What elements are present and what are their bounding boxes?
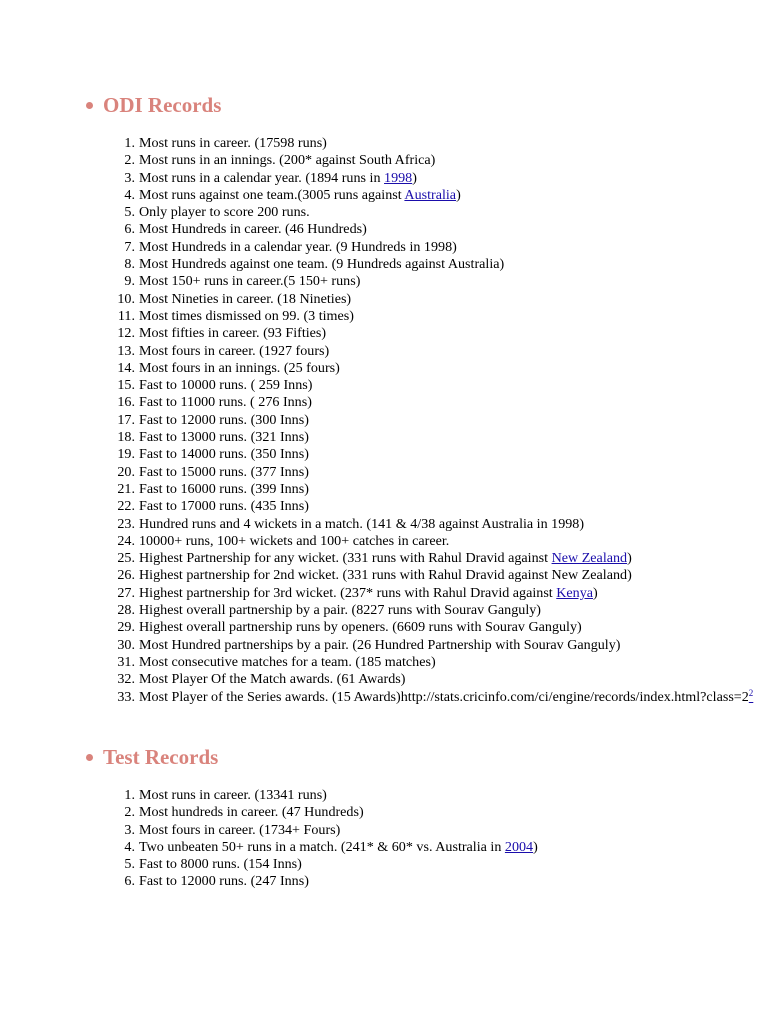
record-item xyxy=(90,325,760,342)
record-text xyxy=(139,256,760,273)
record-text xyxy=(139,170,760,187)
record-text-part: Most 150+ runs in career.(5 150+ runs) xyxy=(139,273,361,290)
record-text xyxy=(139,204,760,221)
record-text-part: Most runs in a calendar year. (1894 runs in xyxy=(139,169,385,186)
record-text-part: Most Hundreds in a calendar year. (9 Hundreds in 1998) xyxy=(139,238,457,255)
record-text xyxy=(139,221,760,238)
record-number: 3. xyxy=(124,821,135,838)
record-text xyxy=(139,856,760,873)
record-text xyxy=(139,619,760,636)
record-text xyxy=(139,343,760,360)
record-text-part: Most hundreds in career. (47 Hundreds) xyxy=(139,804,364,821)
record-number: 18. xyxy=(117,429,135,446)
record-text xyxy=(139,602,760,619)
record-text-part: Fast to 12000 runs. (300 Inns) xyxy=(139,411,309,428)
record-number: 31. xyxy=(117,653,135,670)
section-title: ODI Records xyxy=(103,93,222,117)
record-item xyxy=(90,221,760,238)
record-number: 32. xyxy=(117,671,135,688)
record-link[interactable]: Kenya xyxy=(556,584,594,601)
record-number: 4. xyxy=(124,838,135,855)
record-text-part: Highest overall partnership runs by openers. (6609 runs with Sourav Ganguly) xyxy=(139,619,582,636)
record-text-part: Highest Partnership for any wicket. (331 runs with Rahul Dravid against xyxy=(139,550,552,567)
record-text xyxy=(139,239,760,256)
record-text-part: Fast to 17000 runs. (435 Inns) xyxy=(139,498,309,515)
record-text xyxy=(139,822,760,839)
record-item xyxy=(90,654,760,671)
record-item xyxy=(90,689,760,706)
section-title: Test Records xyxy=(103,745,219,769)
record-number: 11. xyxy=(117,307,135,324)
record-item xyxy=(90,152,760,169)
record-item xyxy=(90,412,760,429)
record-item xyxy=(90,637,760,654)
record-text-part: Most times dismissed on 99. (3 times) xyxy=(139,307,354,324)
record-link[interactable]: 2004 xyxy=(504,838,534,855)
record-number: 23. xyxy=(117,515,135,532)
record-item xyxy=(90,481,760,498)
footnote-link[interactable] xyxy=(749,689,754,705)
record-text-part: Fast to 15000 runs. (377 Inns) xyxy=(139,463,309,480)
record-text-part: Fast to 10000 runs. ( 259 Inns) xyxy=(139,377,313,394)
record-number: 1. xyxy=(124,135,135,151)
record-text-part: Fast to 11000 runs. ( 276 Inns) xyxy=(139,394,312,411)
record-text xyxy=(139,377,760,394)
record-number: 19. xyxy=(117,446,135,463)
record-number: 27. xyxy=(117,584,135,601)
record-text-part: Most Player Of the Match awards. (61 Awards) xyxy=(139,671,406,688)
record-item xyxy=(90,822,760,839)
test-records-heading xyxy=(86,745,218,769)
record-text-part: 10000+ runs, 100+ wickets and 100+ catches in career. xyxy=(139,532,450,549)
record-text-part: Fast to 12000 runs. (247 Inns) xyxy=(139,873,309,890)
record-number: 21. xyxy=(117,480,135,497)
record-text-part: Only player to score 200 runs. xyxy=(139,204,310,221)
record-item xyxy=(90,170,760,187)
record-text-part: Most Hundred partnerships by a pair. (26 Hundred Partnership with Sourav Ganguly) xyxy=(139,636,621,653)
record-number: 25. xyxy=(117,550,135,567)
record-text-part: Hundred runs and 4 wickets in a match. (141 & 4/38 against Australia in 1998) xyxy=(139,515,585,532)
record-text xyxy=(139,637,760,654)
record-number: 8. xyxy=(124,256,135,273)
record-text xyxy=(139,498,760,515)
record-item xyxy=(90,856,760,873)
record-number: 28. xyxy=(117,602,135,619)
record-number: 17. xyxy=(117,411,135,428)
record-text xyxy=(139,464,760,481)
record-item xyxy=(90,343,760,360)
record-item xyxy=(90,533,760,550)
odi-records-heading xyxy=(86,93,221,117)
record-number: 5. xyxy=(124,204,135,221)
record-text xyxy=(139,273,760,290)
record-text xyxy=(139,533,760,550)
record-text xyxy=(139,325,760,342)
record-text xyxy=(139,585,760,602)
record-text-part: Fast to 14000 runs. (350 Inns) xyxy=(139,446,309,463)
record-text xyxy=(139,516,760,533)
record-item xyxy=(90,377,760,394)
record-text-part: Most Hundreds against one team. (9 Hundreds against Australia) xyxy=(139,256,505,273)
record-item xyxy=(90,585,760,602)
record-text xyxy=(139,360,760,377)
record-item xyxy=(90,619,760,636)
record-link[interactable]: Australia xyxy=(404,186,457,203)
record-text xyxy=(139,654,760,671)
bullet-icon xyxy=(86,754,93,761)
record-text xyxy=(139,839,760,856)
record-number: 5. xyxy=(124,856,135,873)
record-text-part: ) xyxy=(627,550,632,567)
record-text xyxy=(139,446,760,463)
record-text-part: Most runs in career. (17598 runs) xyxy=(139,135,327,151)
record-number: 10. xyxy=(117,290,135,307)
record-item xyxy=(90,839,760,856)
record-item xyxy=(90,239,760,256)
odi-records-list xyxy=(90,135,760,706)
record-number: 33. xyxy=(117,688,135,705)
record-number: 14. xyxy=(117,359,135,376)
record-text-part: ) xyxy=(533,838,538,855)
record-item xyxy=(90,187,760,204)
record-text-part: Highest overall partnership by a pair. (8227 runs with Sourav Ganguly) xyxy=(139,602,541,619)
record-item xyxy=(90,550,760,567)
record-text-part: Most runs against one team.(3005 runs against xyxy=(139,186,405,203)
record-text xyxy=(139,412,760,429)
record-text xyxy=(139,429,760,446)
record-text xyxy=(139,804,760,821)
record-number: 12. xyxy=(117,325,135,342)
record-number: 22. xyxy=(117,498,135,515)
record-text xyxy=(139,481,760,498)
record-item xyxy=(90,873,760,890)
record-text-part: Most runs in career. (13341 runs) xyxy=(139,787,327,803)
record-item xyxy=(90,804,760,821)
record-item xyxy=(90,360,760,377)
record-number: 7. xyxy=(124,238,135,255)
record-text xyxy=(139,567,760,584)
record-number: 26. xyxy=(117,567,135,584)
record-item xyxy=(90,429,760,446)
record-number: 13. xyxy=(117,342,135,359)
record-item xyxy=(90,308,760,325)
footnote-marker: 2 xyxy=(748,687,754,698)
record-number: 6. xyxy=(124,221,135,238)
record-text xyxy=(139,550,760,567)
record-number: 2. xyxy=(124,804,135,821)
record-text-part: ) xyxy=(456,186,461,203)
record-text xyxy=(139,152,760,169)
record-text-part: Most fours in career. (1927 fours) xyxy=(139,342,330,359)
record-text-part: Most Hundreds in career. (46 Hundreds) xyxy=(139,221,367,238)
record-text xyxy=(139,394,760,411)
record-number: 1. xyxy=(124,787,135,803)
record-item xyxy=(90,567,760,584)
record-text-part: Highest partnership for 2nd wicket. (331 runs with Rahul Dravid against New Zealand) xyxy=(139,567,632,584)
record-text-part: Most fifties in career. (93 Fifties) xyxy=(139,325,327,342)
record-number: 15. xyxy=(117,377,135,394)
record-text-part: Highest partnership for 3rd wicket. (237* runs with Rahul Dravid against xyxy=(139,584,557,601)
record-item xyxy=(90,602,760,619)
record-text-part: Most Nineties in career. (18 Nineties) xyxy=(139,290,352,307)
record-text-part: Two unbeaten 50+ runs in a match. (241* & 60* vs. Australia in xyxy=(139,838,505,855)
record-item xyxy=(90,787,760,804)
record-text-part: ) xyxy=(412,169,417,186)
record-text-part: Most runs in an innings. (200* against South Africa) xyxy=(139,152,436,169)
record-number: 20. xyxy=(117,463,135,480)
record-item xyxy=(90,291,760,308)
record-item xyxy=(90,273,760,290)
record-text xyxy=(139,308,760,325)
record-item xyxy=(90,498,760,515)
record-link[interactable]: 1998 xyxy=(384,169,413,186)
record-item xyxy=(90,446,760,463)
record-text xyxy=(139,873,760,890)
record-text xyxy=(139,689,760,706)
record-item xyxy=(90,516,760,533)
record-text xyxy=(139,787,760,804)
record-number: 4. xyxy=(124,186,135,203)
record-text xyxy=(139,187,760,204)
record-item xyxy=(90,671,760,688)
record-number: 30. xyxy=(117,636,135,653)
record-item xyxy=(90,464,760,481)
record-text-part: Fast to 16000 runs. (399 Inns) xyxy=(139,480,309,497)
record-text-part: Fast to 13000 runs. (321 Inns) xyxy=(139,429,309,446)
record-item xyxy=(90,204,760,221)
record-link[interactable]: New Zealand xyxy=(551,550,628,567)
test-records-list xyxy=(90,787,760,891)
record-item xyxy=(90,394,760,411)
record-number: 29. xyxy=(117,619,135,636)
record-item xyxy=(90,135,760,152)
record-item xyxy=(90,256,760,273)
record-number: 9. xyxy=(124,273,135,290)
record-text-part: Most consecutive matches for a team. (185 matches) xyxy=(139,653,436,670)
record-number: 3. xyxy=(124,169,135,186)
record-number: 2. xyxy=(124,152,135,169)
record-text xyxy=(139,291,760,308)
record-text-part: Most fours in career. (1734+ Fours) xyxy=(139,821,341,838)
record-text xyxy=(139,135,760,152)
record-text-part: Most fours in an innings. (25 fours) xyxy=(139,359,340,376)
record-number: 6. xyxy=(124,873,135,890)
record-number: 16. xyxy=(117,394,135,411)
bullet-icon xyxy=(86,102,93,109)
record-text-part: Fast to 8000 runs. (154 Inns) xyxy=(139,856,302,873)
record-text-part: ) xyxy=(593,584,598,601)
record-text-part: Most Player of the Series awards. (15 Awards)http://stats.cricinfo.com/ci/engine/records/index.html?class=2 xyxy=(139,688,749,705)
record-text xyxy=(139,671,760,688)
record-number: 24. xyxy=(117,532,135,549)
